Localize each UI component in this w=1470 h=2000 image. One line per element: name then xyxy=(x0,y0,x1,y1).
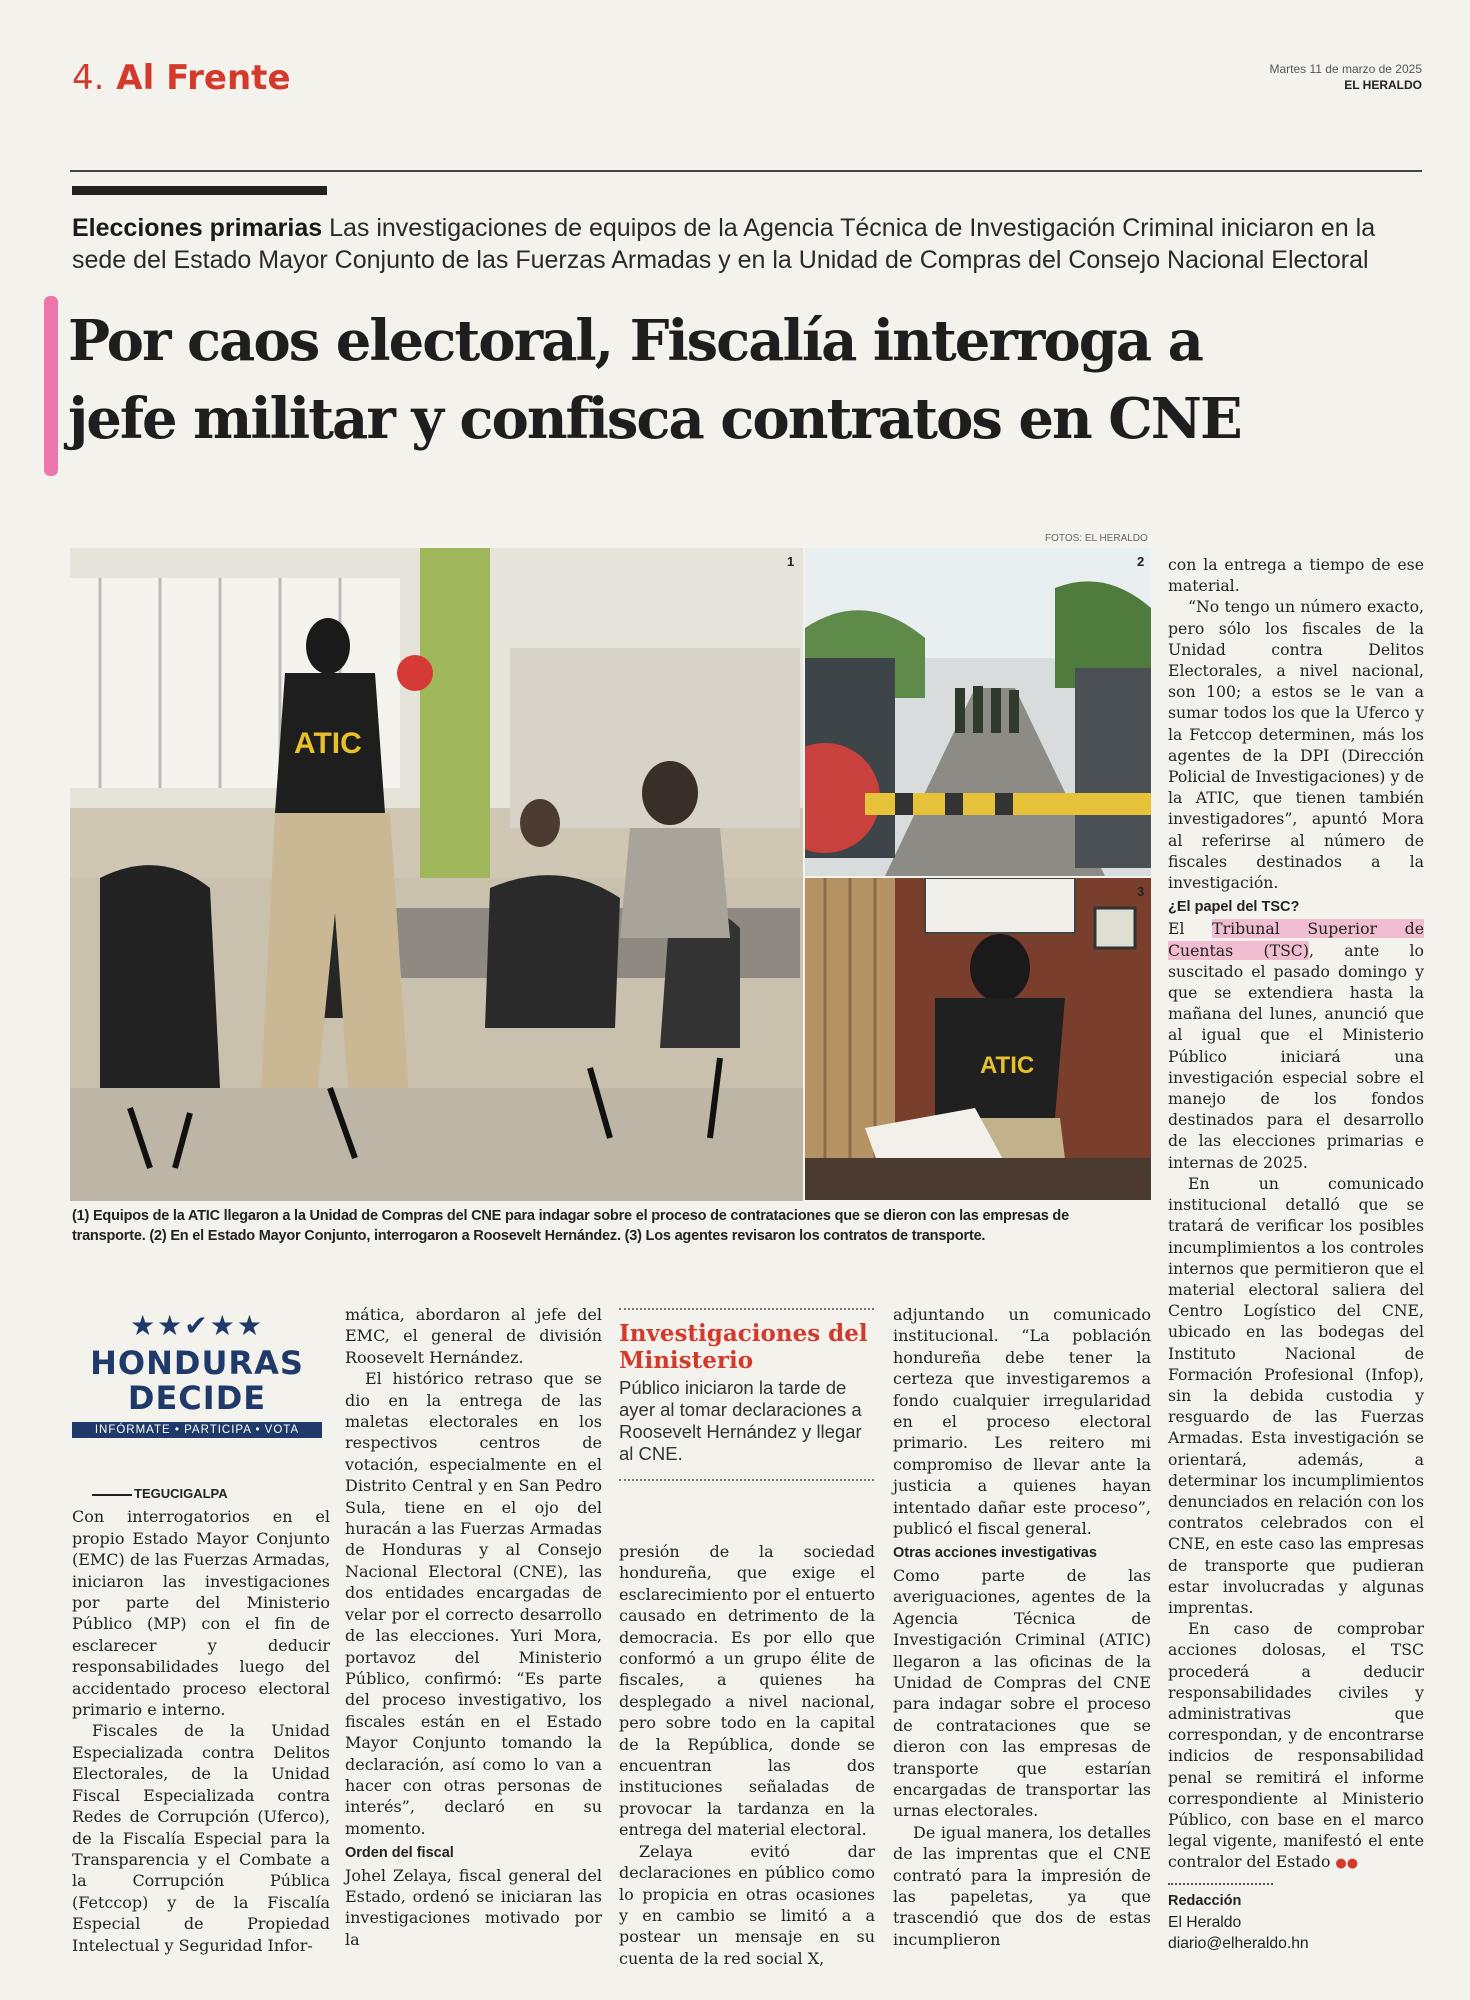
pull-quote xyxy=(619,1308,874,1481)
col5-paragraph-3 xyxy=(1168,918,1424,1172)
kicker xyxy=(72,212,1422,276)
col1-paragraph-2: Fiscales de la Unidad Especializada contra Delitos Electorales, de la Unidad Fiscal Especializada contra Redes de Corrupción (Uferco), de la Fiscalía Especial para la Transparencia y el Combate a la Corrupción Pública (Fetccop) y de la Fiscalía Especial de Propiedad Intelectual y Seguridad Infor- xyxy=(72,1721,330,1955)
section-header xyxy=(72,58,291,98)
col5-paragraph-2: “No tengo un número exacto, pero sólo los fiscales de la Unidad contra Delitos Electorales, a nivel nacional, son 100; a estos se le van a sumar todos los que la Uferco y la Fetccop determinen, más los agentes de la DPI (Dirección Policial de Investigaciones) y de la ATIC, que tienen también investigadores”, apuntó Mora al referirse al número de fiscales destinados a la investigación. xyxy=(1168,597,1424,893)
col2-subhead: Orden del fiscal xyxy=(345,1845,454,1862)
col5-p3-end: , ante lo suscitado el pasado domingo y que se extendiera hasta la mañana del lunes, anunció que al igual que el Ministerio Público iniciará una investigación especial sobre el manejo de los fondos destinados para el desarrollo de las elecciones primarias e internas de 2025. xyxy=(1168,940,1424,1172)
issue-date: Martes 11 de marzo de 2025 xyxy=(1269,62,1422,76)
col3-paragraph-2: Zelaya evitó dar declaraciones en público como lo propicia en otras ocasiones y en cambio se limitó a a postear un mensaje en su cuenta de la red social X, xyxy=(619,1841,875,1968)
headline-line-2: jefe militar y confisca contratos en CNE xyxy=(68,386,1241,452)
photo-3-number: 3 xyxy=(1137,884,1145,899)
section-name: Al Frente xyxy=(116,58,291,98)
kicker-bar xyxy=(72,186,327,195)
dateline: TEGUCIGALPA xyxy=(72,1483,330,1504)
col3-paragraph-1: presión de la sociedad hondureña, que exige el esclarecimiento por el entuerto causado en detrimento de la democracia. Es por ello que conformó a un grupo élite de fiscales, a quienes ha desplegado a nivel nacional, pero sobre todo en la capital de la República, donde se encuentran las dos instituciones señaladas de provocar la tardanza en la entrega del material electoral. xyxy=(619,1542,875,1840)
photo-credit: FOTOS: EL HERALDO xyxy=(1045,533,1148,544)
photo-2-number: 2 xyxy=(1137,554,1145,569)
col1-paragraph-1: Con interrogatorios en el propio Estado Mayor Conjunto (EMC) de las Fuerzas Armadas, iniciaron las investigaciones por parte del Ministerio Público (MP) con el fin de esclarecer y deducir responsabilidades luego del accidentado proceso electoral primario e interno. xyxy=(72,1507,330,1720)
logo-line-2: DECIDE xyxy=(127,1379,267,1417)
byline-label: Redacción xyxy=(1168,1892,1242,1909)
kicker-label: Elecciones primarias xyxy=(72,214,323,242)
col4-paragraph-1: adjuntando un comunicado institucional. “La población hondureña debe tener la certeza que investigaremos a fondo cualquier irregularidad en el proceso electoral primario. Les reitero mi compromiso de llevar ante la justicia a quienes hayan intentado dañar este proceso”, publicó el fiscal general. xyxy=(893,1305,1151,1539)
column-5 xyxy=(1168,554,1424,1954)
issue-info xyxy=(1269,62,1422,92)
photo-3-contracts xyxy=(805,878,1151,1200)
logo-stars: ★★✔★★ xyxy=(130,1309,264,1342)
header-rule xyxy=(70,170,1422,172)
pull-quote-text: Público iniciaron la tarde de ayer al tomar declaraciones a Roosevelt Hernández y llegar al CNE. xyxy=(619,1377,862,1464)
col2-paragraph-1: mática, abordaron al jefe del EMC, el general de división Roosevelt Hernández. xyxy=(345,1305,602,1367)
column-2 xyxy=(345,1304,602,1950)
col4-subhead: Otras acciones investigativas xyxy=(893,1545,1097,1562)
col5-paragraph-4: En un comunicado institucional detalló que se tratará de verificar los posibles incumplimientos a los controles internos que permitieron que el material electoral saliera del Centro Logístico del CNE, ubicado en las bodegas del Instituto Nacional de Formación Profesional (Infop), sin la debida custodia y resguardo de las Fuerzas Armadas. Esta investigación se orientará, además, a determinar los incumplimientos denunciados en relación con los contratos celebrados con el CNE, en este caso las empresas de transporte que pudieran estar involucradas y algunas imprentas. xyxy=(1168,1173,1424,1617)
col5-paragraph-5 xyxy=(1168,1618,1424,1874)
column-1 xyxy=(72,1483,330,1956)
byline-rule xyxy=(1168,1883,1273,1887)
col5-paragraph-1: con la entrega a tiempo de ese material. xyxy=(1168,555,1424,596)
col5-p5-text: En caso de comprobar acciones dolosas, el TSC procederá a deducir responsabilidades civiles y administrativas que correspondan, y de encontrarse indicios de responsabilidad penal se remitirá el informe correspondiente al Ministerio Público, con base en el marco legal vigente, manifestó el ente contralor del Estado xyxy=(1168,1619,1424,1872)
byline-email: diario@elheraldo.hn xyxy=(1168,1935,1309,1952)
logo-line-1: HONDURAS xyxy=(90,1344,304,1382)
photo-2-street xyxy=(805,548,1151,876)
col2-paragraph-3: Johel Zelaya, fiscal general del Estado, ordenó se iniciaran las investigaciones motivado por la xyxy=(345,1865,602,1949)
col5-p3-start: El xyxy=(1168,919,1185,939)
highlighter-mark xyxy=(44,296,58,476)
col4-paragraph-2: Como parte de las averiguaciones, agentes de la Agencia Técnica de Investigación Criminal (ATIC) llegaron a las oficinas de la Unidad de Compras del CNE para indagar sobre el proceso de contrataciones que se dieron con las empresas de transporte que estarían encargadas de transportar las urnas electorales. xyxy=(893,1565,1151,1821)
headline-line-1: Por caos electoral, Fiscalía interroga a xyxy=(68,308,1202,374)
atic-vest-text-3: ATIC xyxy=(980,1052,1035,1079)
tsc-highlight: Tribunal Superior de Cuentas (TSC) xyxy=(1168,919,1424,960)
photo-1-number: 1 xyxy=(787,554,795,569)
column-4 xyxy=(893,1304,1151,1950)
atic-vest-text-1: ATIC xyxy=(294,727,362,760)
end-mark: ●● xyxy=(1335,1856,1359,1872)
honduras-decide-logo xyxy=(72,1306,322,1446)
column-3 xyxy=(619,1541,875,1969)
kicker-text: Las investigaciones de equipos de la Agencia Técnica de Investigación Criminal iniciaron en la sede del Estado Mayor Conjunto de las Fuerzas Armadas y en la Unidad de Compras del Consejo Nacional Electoral xyxy=(72,214,1376,274)
col4-paragraph-3: De igual manera, los detalles de las imprentas que el CNE contrató para la impresión de las papeletas, ya que trascendió que dos de estas incumplieron xyxy=(893,1822,1151,1949)
headline xyxy=(68,302,1438,458)
col2-paragraph-2: El histórico retraso que se dio en la entrega de las maletas electorales en los respectivos centros de votación, especialmente en el Distrito Central y en San Pedro Sula, tiene en el ojo del huracán a las Fuerzas Armadas de Honduras y al Consejo Nacional Electoral (CNE), las dos entidades encargadas de velar por el correcto desarrollo de las elecciones. Yuri Mora, portavoz del Ministerio Público, confirmó: “Es parte del proceso investigativo, los fiscales están en el Estado Mayor Conjunto tomando la declaración, así como lo van a hacer con otras personas de interés”, declaró en su momento. xyxy=(345,1369,602,1838)
section-number: 4. xyxy=(72,58,105,98)
publication-name: EL HERALDO xyxy=(1344,78,1422,92)
photo-1-office xyxy=(70,548,803,1201)
pull-quote-title: Investigaciones del Ministerio xyxy=(619,1320,868,1374)
photo-caption: (1) Equipos de la ATIC llegaron a la Unidad de Compras del CNE para indagar sobre el proceso de contrataciones que se dieron con las empresas de transporte. (2) En el Estado Mayor Conjunto, interrogaron a Roosevelt Hernández. (3) Los agentes revisaron los contratos de transporte. xyxy=(72,1208,1069,1244)
byline-name: El Heraldo xyxy=(1168,1913,1242,1931)
logo-tagline: INFÓRMATE • PARTICIPA • VOTA xyxy=(72,1422,322,1438)
col5-subhead: ¿El papel del TSC? xyxy=(1168,899,1300,916)
